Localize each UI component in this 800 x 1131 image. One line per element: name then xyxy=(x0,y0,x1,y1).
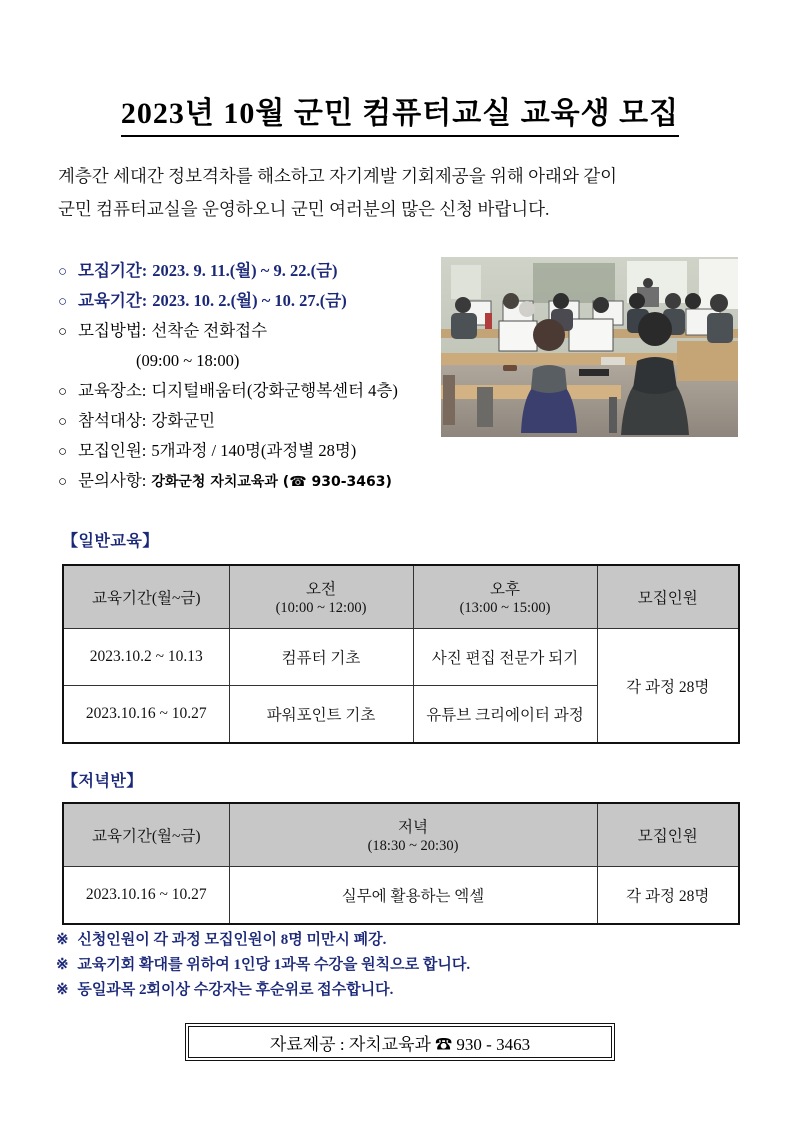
bullet-item-contact xyxy=(58,466,478,496)
column-header-morning-time: (10:00 ~ 12:00) xyxy=(275,600,367,616)
cell-morning-course: 컴퓨터 기초 xyxy=(229,629,413,686)
bullet-label: 문의사항: xyxy=(78,471,147,490)
cell-afternoon-course: 유튜브 크리에이터 과정 xyxy=(413,686,597,744)
column-header-capacity xyxy=(597,565,739,629)
intro-paragraph xyxy=(58,160,748,226)
bullet-label: 교육장소: xyxy=(78,381,147,400)
cell-period: 2023.10.16 ~ 10.27 xyxy=(63,686,229,744)
page-title-text: 2023년 10월 군민 컴퓨터교실 교육생 모집 xyxy=(121,88,679,137)
circle-bullet-icon: ○ xyxy=(58,384,68,400)
circle-bullet-icon: ○ xyxy=(58,414,68,430)
note-text: 교육기회 확대를 위하여 1인당 1과목 수강을 원칙으로 합니다. xyxy=(77,957,471,973)
column-header-period xyxy=(63,565,229,629)
cell-afternoon-course: 사진 편집 전문가 되기 xyxy=(413,629,597,686)
classroom-photo xyxy=(441,257,738,437)
bullet-label: 모집방법: xyxy=(78,321,147,340)
bullet-label: 모집기간: xyxy=(78,261,148,280)
column-header-morning-main: 오전 xyxy=(306,581,336,598)
general-table-body xyxy=(63,629,739,744)
notes-list xyxy=(56,928,470,1003)
bullet-item-recruit-period xyxy=(58,256,478,286)
reference-mark-icon: ※ xyxy=(56,957,69,973)
reference-mark-icon: ※ xyxy=(56,982,69,998)
section-heading-evening: 【저녁반】 xyxy=(62,773,143,790)
note-item-one-course-rule xyxy=(56,953,470,978)
column-header-evening xyxy=(229,803,597,867)
cell-evening-course: 실무에 활용하는 엑셀 xyxy=(229,867,597,925)
general-table-header xyxy=(63,565,739,629)
note-text: 동일과목 2회이상 수강자는 후순위로 접수합니다. xyxy=(77,982,394,998)
bullet-value: 강화군민 xyxy=(151,411,216,430)
bullet-label: 모집인원: xyxy=(78,441,147,460)
bullet-value: 5개과정 / 140명(과정별 28명) xyxy=(151,441,357,460)
evening-table-body xyxy=(63,867,739,925)
bullet-item-audience xyxy=(58,406,478,436)
column-header-evening-time: (18:30 ~ 20:30) xyxy=(367,838,459,854)
bullet-item-capacity xyxy=(58,436,478,466)
column-header-afternoon xyxy=(413,565,597,629)
bullet-value: 2023. 9. 11.(월) ~ 9. 22.(금) xyxy=(152,261,338,280)
bullet-item-apply-method xyxy=(58,316,478,346)
info-bullet-list xyxy=(58,256,478,496)
note-item-repeat-priority xyxy=(56,978,470,1003)
table-row xyxy=(63,629,739,686)
evening-table-header xyxy=(63,803,739,867)
table-header-row xyxy=(63,803,739,867)
table-row xyxy=(63,867,739,925)
circle-bullet-icon: ○ xyxy=(58,324,68,340)
circle-bullet-icon: ○ xyxy=(58,294,68,310)
reference-mark-icon: ※ xyxy=(56,932,69,948)
column-header-period-main: 교육기간(월~금) xyxy=(91,828,201,845)
bullet-item-education-period xyxy=(58,286,478,316)
circle-bullet-icon: ○ xyxy=(58,264,68,280)
column-header-morning xyxy=(229,565,413,629)
bullet-item-location xyxy=(58,376,478,406)
note-item-minimum-enrollment xyxy=(56,928,470,953)
cell-capacity: 각 과정 28명 xyxy=(597,629,739,744)
circle-bullet-icon: ○ xyxy=(58,474,68,490)
column-header-capacity xyxy=(597,803,739,867)
intro-line-2: 군민 컴퓨터교실을 운영하오니 군민 여러분의 많은 신청 바랍니다. xyxy=(58,199,550,219)
column-header-capacity-main: 모집인원 xyxy=(637,828,698,845)
general-course-table xyxy=(62,564,740,744)
cell-capacity: 각 과정 28명 xyxy=(597,867,739,925)
cell-period: 2023.10.16 ~ 10.27 xyxy=(63,867,229,925)
column-header-period xyxy=(63,803,229,867)
column-header-period-main: 교육기간(월~금) xyxy=(91,590,201,607)
footer-source-text: 자료제공 : 자치교육과 ☎ 930 - 3463 xyxy=(188,1026,612,1058)
bullet-label: 참석대상: xyxy=(78,411,147,430)
bullet-value: 디지털배움터(강화군행복센터 4층) xyxy=(151,381,398,400)
column-header-capacity-main: 모집인원 xyxy=(637,590,698,607)
bullet-label: 교육기간: xyxy=(78,291,148,310)
cell-morning-course: 파워포인트 기초 xyxy=(229,686,413,744)
column-header-afternoon-main: 오후 xyxy=(490,581,520,598)
cell-period: 2023.10.2 ~ 10.13 xyxy=(63,629,229,686)
page-title xyxy=(0,88,800,137)
footer-source-box xyxy=(185,1023,615,1061)
circle-bullet-icon: ○ xyxy=(58,444,68,460)
bullet-value: 선착순 전화접수 xyxy=(151,321,268,340)
bullet-value: 2023. 10. 2.(월) ~ 10. 27.(금) xyxy=(152,291,347,310)
section-heading-general: 【일반교육】 xyxy=(62,533,159,550)
evening-course-table xyxy=(62,802,740,925)
table-header-row xyxy=(63,565,739,629)
bullet-value-with-telephone-icon: 강화군청 자치교육과 (☎ 930-3463) xyxy=(151,474,392,490)
note-text: 신청인원이 각 과정 모집인원이 8명 미만시 폐강. xyxy=(77,932,387,948)
intro-line-1: 계층간 세대간 정보격차를 해소하고 자기계발 기회제공을 위해 아래와 같이 xyxy=(58,166,618,186)
column-header-afternoon-time: (13:00 ~ 15:00) xyxy=(459,600,551,616)
classroom-photo-illustration xyxy=(441,257,738,437)
bullet-sub-hours: (09:00 ~ 18:00) xyxy=(136,351,240,370)
column-header-evening-main: 저녁 xyxy=(398,819,428,836)
